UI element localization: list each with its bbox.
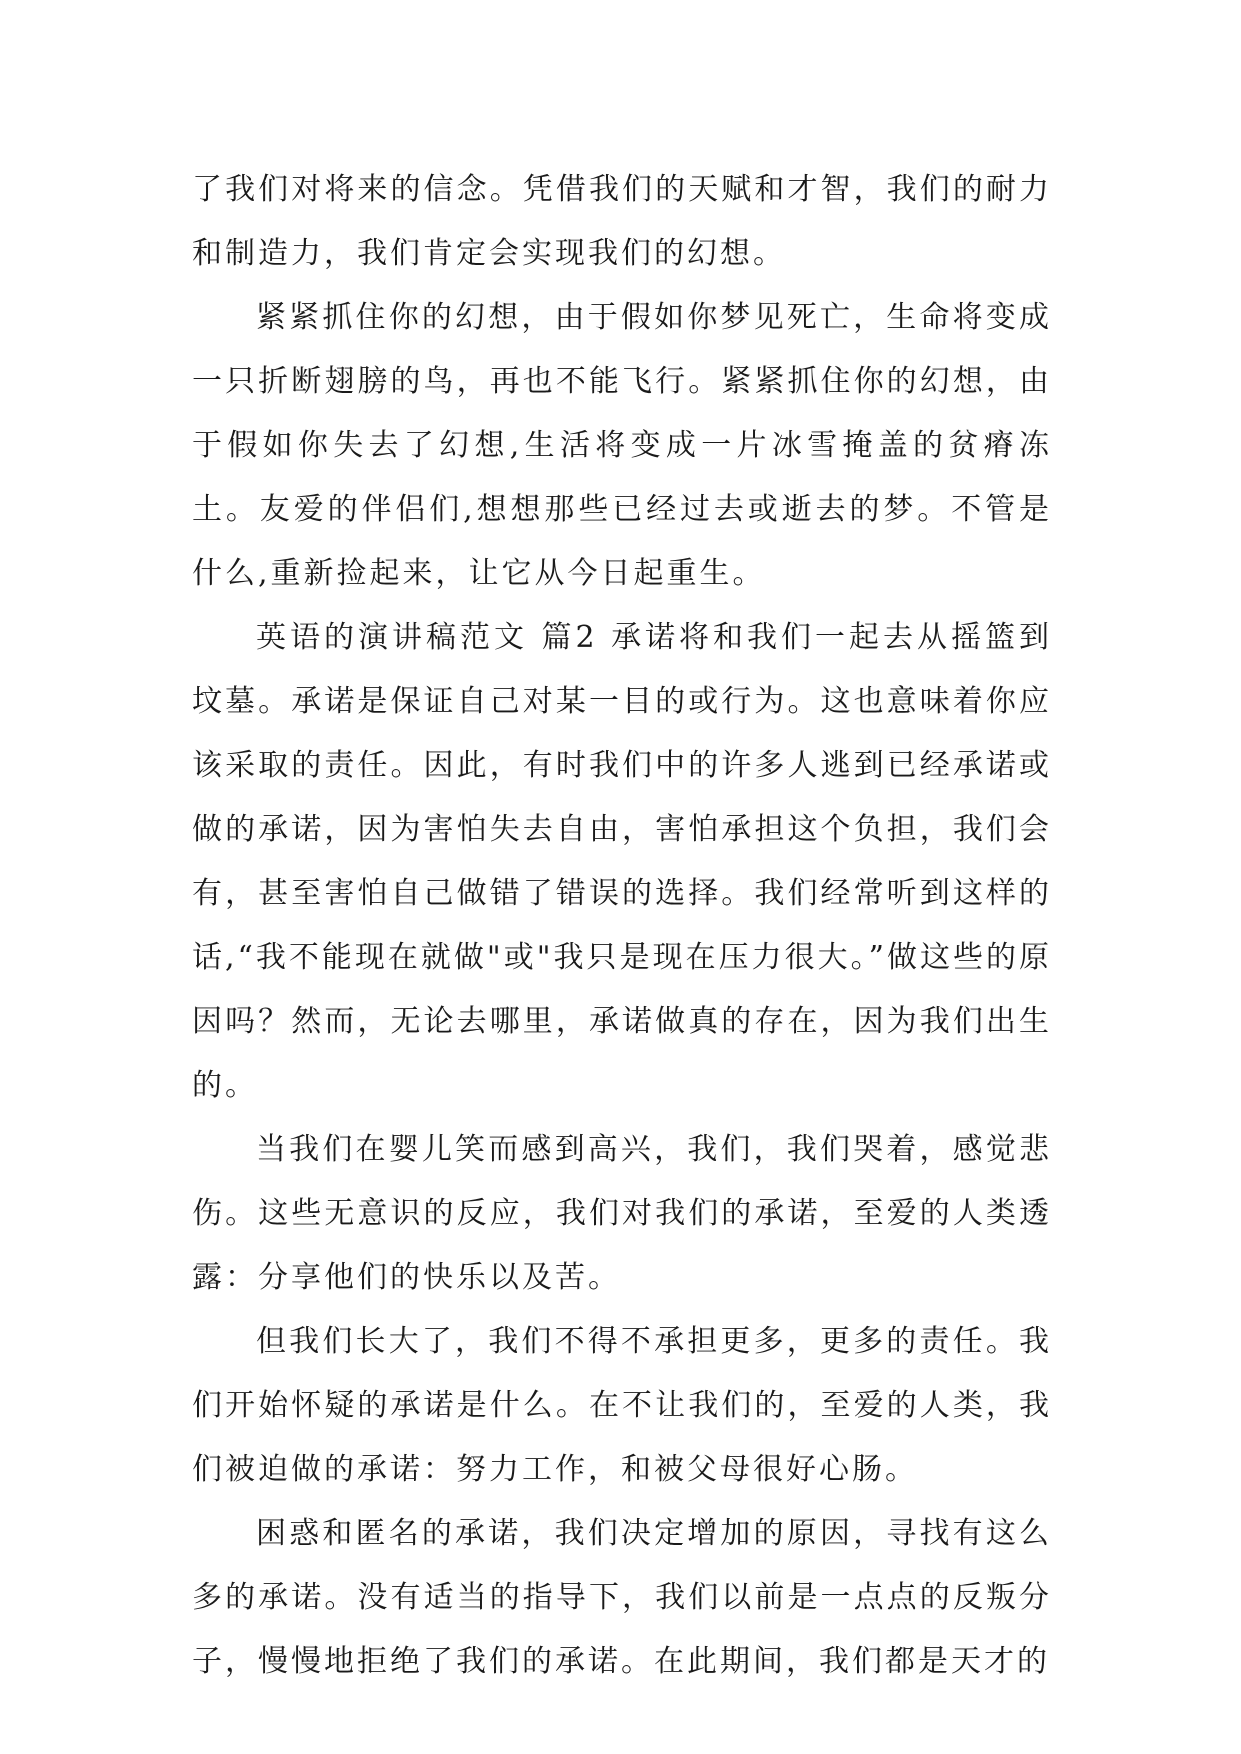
paragraph: 紧紧抓住你的幻想，由于假如你梦见死亡，生命将变成一只折断翅膀的鸟，再也不能飞行。紧紧抓住你的幻想，由于假如你失去了幻想,生活将变成一片冰雪掩盖的贫瘠冻土。友爱的伴侣们,想想那些已经过去或逝去的梦。不管是什么,重新捡起来，让它从今日起重生。 [192,300,1052,591]
paragraph: 了我们对将来的信念。凭借我们的天赋和才智，我们的耐力和制造力，我们肯定会实现我们的幻想。 [192,172,1052,271]
paragraph: 英语的演讲稿范文 篇2 承诺将和我们一起去从摇篮到坟墓。承诺是保证自己对某一目的或行为。这也意味着你应该采取的责任。因此，有时我们中的许多人逃到已经承诺或做的承诺，因为害怕失去自由，害怕承担这个负担，我们会有，甚至害怕自己做错了错误的选择。我们经常听到这样的话,“我不能现在就做"或"我只是现在压力很大。”做这些的原因吗？然而，无论去哪里，承诺做真的存在，因为我们出生的。 [192,620,1052,1103]
paragraph: 当我们在婴儿笑而感到高兴，我们，我们哭着，感觉悲伤。这些无意识的反应，我们对我们的承诺，至爱的人类透露：分享他们的快乐以及苦。 [192,1132,1052,1295]
paragraph: 困惑和匿名的承诺，我们决定增加的原因，寻找有这么多的承诺。没有适当的指导下，我们以前是一点点的反叛分子，慢慢地拒绝了我们的承诺。在此期间，我们都是天才的 [192,1516,1052,1679]
document-body [192,158,1052,1694]
paragraph: 但我们长大了，我们不得不承担更多，更多的责任。我们开始怀疑的承诺是什么。在不让我们的，至爱的人类，我们被迫做的承诺：努力工作，和被父母很好心肠。 [192,1324,1052,1487]
